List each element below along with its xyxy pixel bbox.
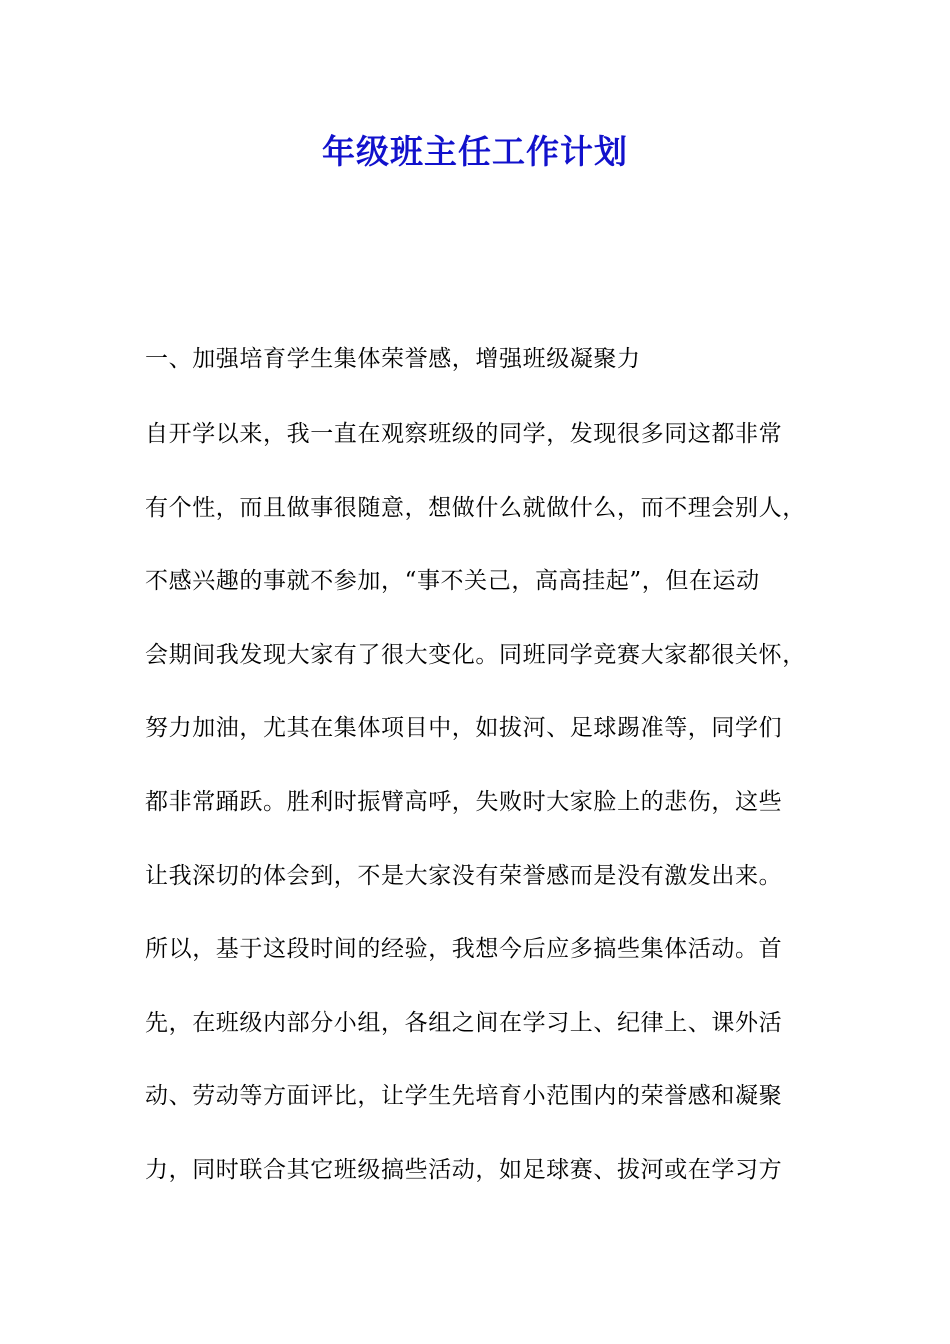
paragraph-line: 自开学以来，我一直在观察班级的同学，发现很多同这都非常: [145, 421, 783, 447]
document-title: 年级班主任工作计划: [322, 132, 628, 171]
section-heading: 一、加强培育学生集体荣誉感，增强班级凝聚力: [145, 346, 641, 372]
paragraph-line: 让我深切的体会到，不是大家没有荣誉感而是没有激发出来。: [145, 862, 783, 889]
paragraph-line: 有个性，而且做事很随意，想做什么就做什么，而不理会别人，: [145, 494, 806, 521]
paragraph-line: 所以，基于这段时间的经验，我想今后应多搞些集体活动。首: [145, 936, 783, 963]
paragraph-line: 力，同时联合其它班级搞些活动，如足球赛、拔河或在学习方: [145, 1156, 783, 1183]
paragraph-line: 都非常踊跃。胜利时振臂高呼，失败时大家脸上的悲伤，这些: [145, 788, 783, 815]
paragraph-line: 先，在班级内部分小组，各组之间在学习上、纪律上、课外活: [145, 1009, 783, 1036]
body-paragraph: [145, 416, 835, 1226]
paragraph-line: 不感兴趣的事就不参加，“事不关己，高高挂起”，但在运动: [145, 568, 760, 595]
paragraph-line: 努力加油，尤其在集体项目中，如拔河、足球踢准等，同学们: [145, 715, 783, 742]
paragraph-line: 动、劳动等方面评比，让学生先培育小范围内的荣誉感和凝聚: [145, 1083, 783, 1110]
paragraph-line: 会期间我发现大家有了很大变化。同班同学竞赛大家都很关怀，: [145, 641, 806, 668]
